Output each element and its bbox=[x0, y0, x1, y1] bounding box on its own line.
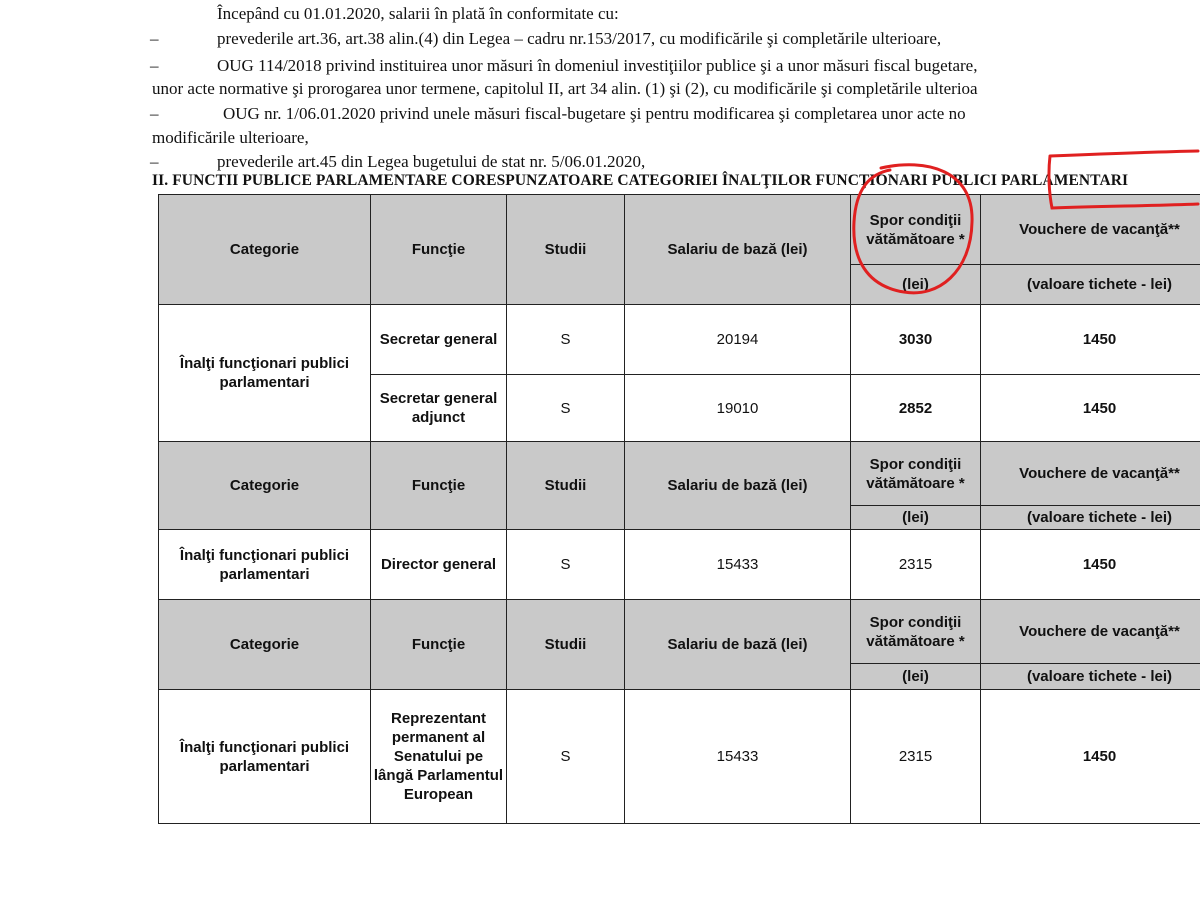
bullet-dash: – bbox=[150, 152, 159, 171]
header-vouchere-unit: (valoare tichete - lei) bbox=[981, 664, 1200, 690]
header-categorie: Categorie bbox=[159, 442, 371, 530]
header-salariu: Salariu de bază (lei) bbox=[625, 195, 851, 305]
header-spor: Spor condiţii vătămătoare * bbox=[851, 442, 981, 506]
spor-cell: 2315 bbox=[851, 690, 981, 824]
header-vouchere: Vouchere de vacanţă** bbox=[981, 600, 1200, 664]
header-vouchere: Vouchere de vacanţă** bbox=[981, 195, 1200, 265]
header-salariu: Salariu de bază (lei) bbox=[625, 442, 851, 530]
header-spor-unit: (lei) bbox=[851, 664, 981, 690]
voucher-cell: 1450 bbox=[981, 375, 1200, 442]
header-spor-unit: (lei) bbox=[851, 506, 981, 530]
studii-cell: S bbox=[507, 305, 625, 375]
header-spor: Spor condiţii vătămătoare * bbox=[851, 600, 981, 664]
header-studii: Studii bbox=[507, 600, 625, 690]
functie-cell: Secretar general adjunct bbox=[371, 375, 507, 442]
header-categorie: Categorie bbox=[159, 195, 371, 305]
header-studii: Studii bbox=[507, 442, 625, 530]
functie-cell: Director general bbox=[371, 530, 507, 600]
studii-cell: S bbox=[507, 375, 625, 442]
intro-item-4: prevederile art.45 din Legea bugetului de stat nr. 5/06.01.2020, bbox=[217, 152, 646, 171]
functie-cell: Secretar general bbox=[371, 305, 507, 375]
intro-item-1: prevederile art.36, art.38 alin.(4) din Legea – cadru nr.153/2017, cu modificările şi completările ulterioare, bbox=[217, 29, 942, 48]
header-studii: Studii bbox=[507, 195, 625, 305]
spor-cell: 3030 bbox=[851, 305, 981, 375]
header-vouchere: Vouchere de vacanţă** bbox=[981, 442, 1200, 506]
studii-cell: S bbox=[507, 530, 625, 600]
bullet-dash: – bbox=[150, 29, 159, 48]
intro-item-2-cont: unor acte normative şi prorogarea unor termene, capitolul II, art 34 alin. (1) şi (2), cu modificările şi completările ulterioa bbox=[152, 79, 978, 98]
header-vouchere-unit: (valoare tichete - lei) bbox=[981, 506, 1200, 530]
category-cell: Înalţi funcţionari publici parlamentari bbox=[159, 530, 371, 600]
header-salariu: Salariu de bază (lei) bbox=[625, 600, 851, 690]
bullet-dash: – bbox=[150, 56, 159, 75]
header-functie: Funcţie bbox=[371, 600, 507, 690]
spor-cell: 2852 bbox=[851, 375, 981, 442]
header-functie: Funcţie bbox=[371, 195, 507, 305]
salariu-cell: 19010 bbox=[625, 375, 851, 442]
voucher-cell: 1450 bbox=[981, 305, 1200, 375]
voucher-cell: 1450 bbox=[981, 690, 1200, 824]
salary-table-3 bbox=[158, 599, 1200, 824]
section-title: II. FUNCTII PUBLICE PARLAMENTARE CORESPUNZATOARE CATEGORIEI ÎNALŢILOR FUNCŢIONARI PUBLICI PARLAMENTARI bbox=[152, 172, 1129, 189]
intro-item-2: OUG 114/2018 privind instituirea unor măsuri în domeniul investiţiilor publice şi a unor măsuri fiscal bugetare, bbox=[217, 56, 978, 75]
spor-cell: 2315 bbox=[851, 530, 981, 600]
salary-table-2 bbox=[158, 441, 1200, 600]
voucher-cell: 1450 bbox=[981, 530, 1200, 600]
header-spor: Spor condiţii vătămătoare * bbox=[851, 195, 981, 265]
functie-cell: Reprezentant permanent al Senatului pe lângă Parlamentul European bbox=[371, 690, 507, 824]
intro-item-3: OUG nr. 1/06.01.2020 privind unele măsuri fiscal-bugetare şi pentru modificarea şi completarea unor acte no bbox=[223, 104, 966, 123]
bullet-dash: – bbox=[150, 104, 159, 123]
category-cell: Înalţi funcţionari publici parlamentari bbox=[159, 305, 371, 442]
salariu-cell: 20194 bbox=[625, 305, 851, 375]
header-vouchere-unit: (valoare tichete - lei) bbox=[981, 265, 1200, 305]
intro-line-1: Începând cu 01.01.2020, salarii în plată în conformitate cu: bbox=[217, 4, 619, 23]
category-cell: Înalţi funcţionari publici parlamentari bbox=[159, 690, 371, 824]
header-spor-unit: (lei) bbox=[851, 265, 981, 305]
salary-table-1 bbox=[158, 194, 1200, 442]
intro-item-3-cont: modificările ulterioare, bbox=[152, 128, 309, 147]
studii-cell: S bbox=[507, 690, 625, 824]
header-categorie: Categorie bbox=[159, 600, 371, 690]
salariu-cell: 15433 bbox=[625, 530, 851, 600]
salariu-cell: 15433 bbox=[625, 690, 851, 824]
header-functie: Funcţie bbox=[371, 442, 507, 530]
